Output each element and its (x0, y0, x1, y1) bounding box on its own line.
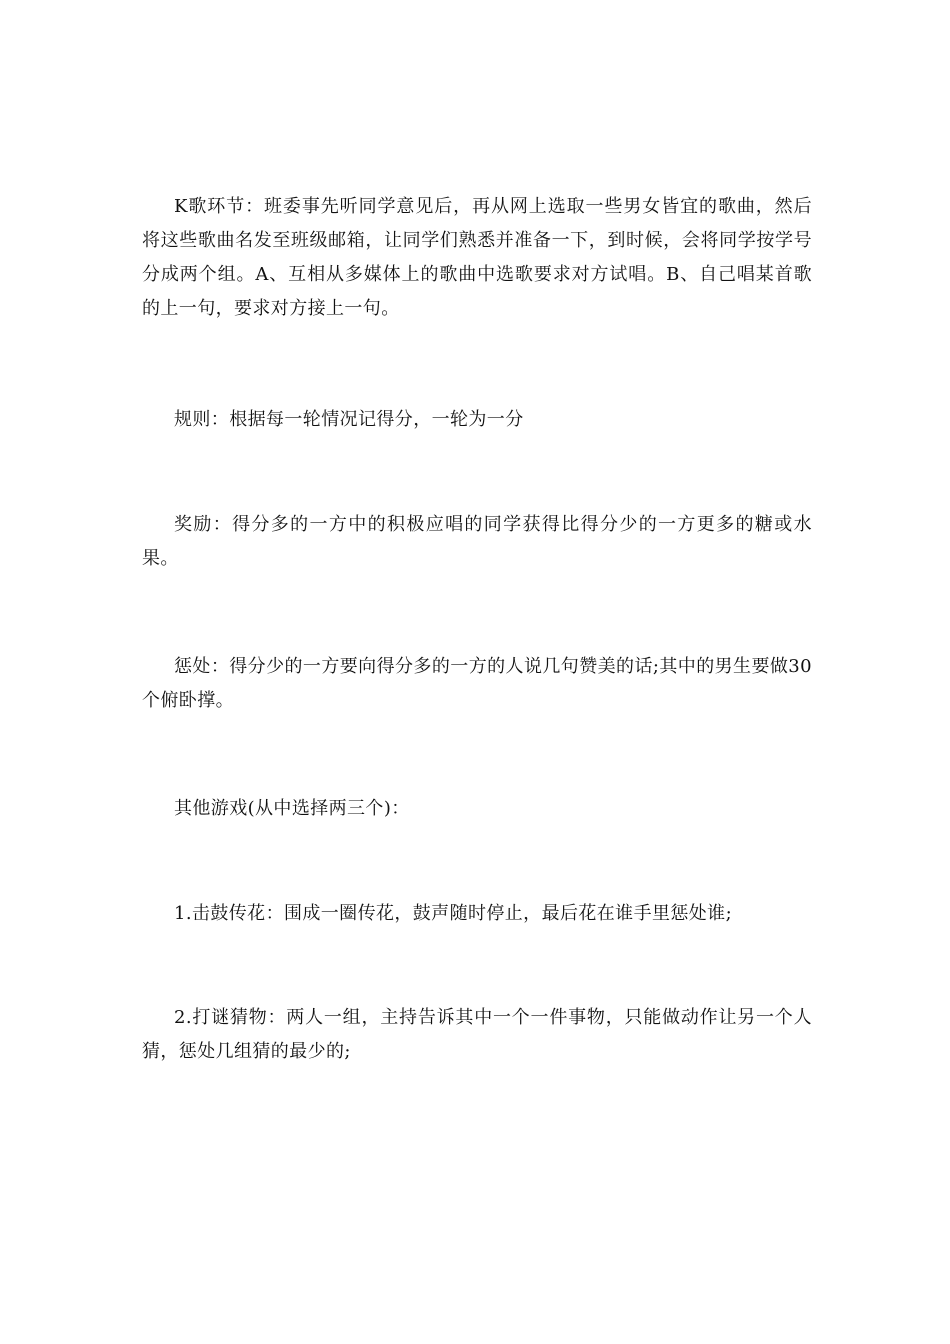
paragraph-game-1: 1.击鼓传花：围成一圈传花，鼓声随时停止，最后花在谁手里惩处谁; (174, 903, 733, 924)
paragraph-rules: 规则：根据每一轮情况记得分，一轮为一分 (174, 409, 524, 430)
paragraph-penalty: 惩处：得分少的一方要向得分多的一方的人说几句赞美的话;其中的男生要做30个俯卧撑。 (142, 656, 812, 711)
paragraph-k-song-segment: K歌环节：班委事先听同学意见后，再从网上选取一些男女皆宜的歌曲，然后将这些歌曲名发至班级邮箱，让同学们熟悉并准备一下，到时候，会将同学按学号分成两个组。A、互相从多媒体上的歌曲中选歌要求对方试唱。B、自己唱某首歌的上一句，要求对方接上一句。 (142, 196, 812, 319)
paragraph-game-2: 2.打谜猜物：两人一组，主持告诉其中一个一件事物，只能做动作让另一个人猜，惩处几组猜的最少的; (142, 1007, 812, 1062)
paragraph-other-games: 其他游戏(从中选择两三个)： (174, 798, 410, 819)
paragraph-reward: 奖励：得分多的一方中的积极应唱的同学获得比得分少的一方更多的糖或水果。 (142, 514, 812, 569)
